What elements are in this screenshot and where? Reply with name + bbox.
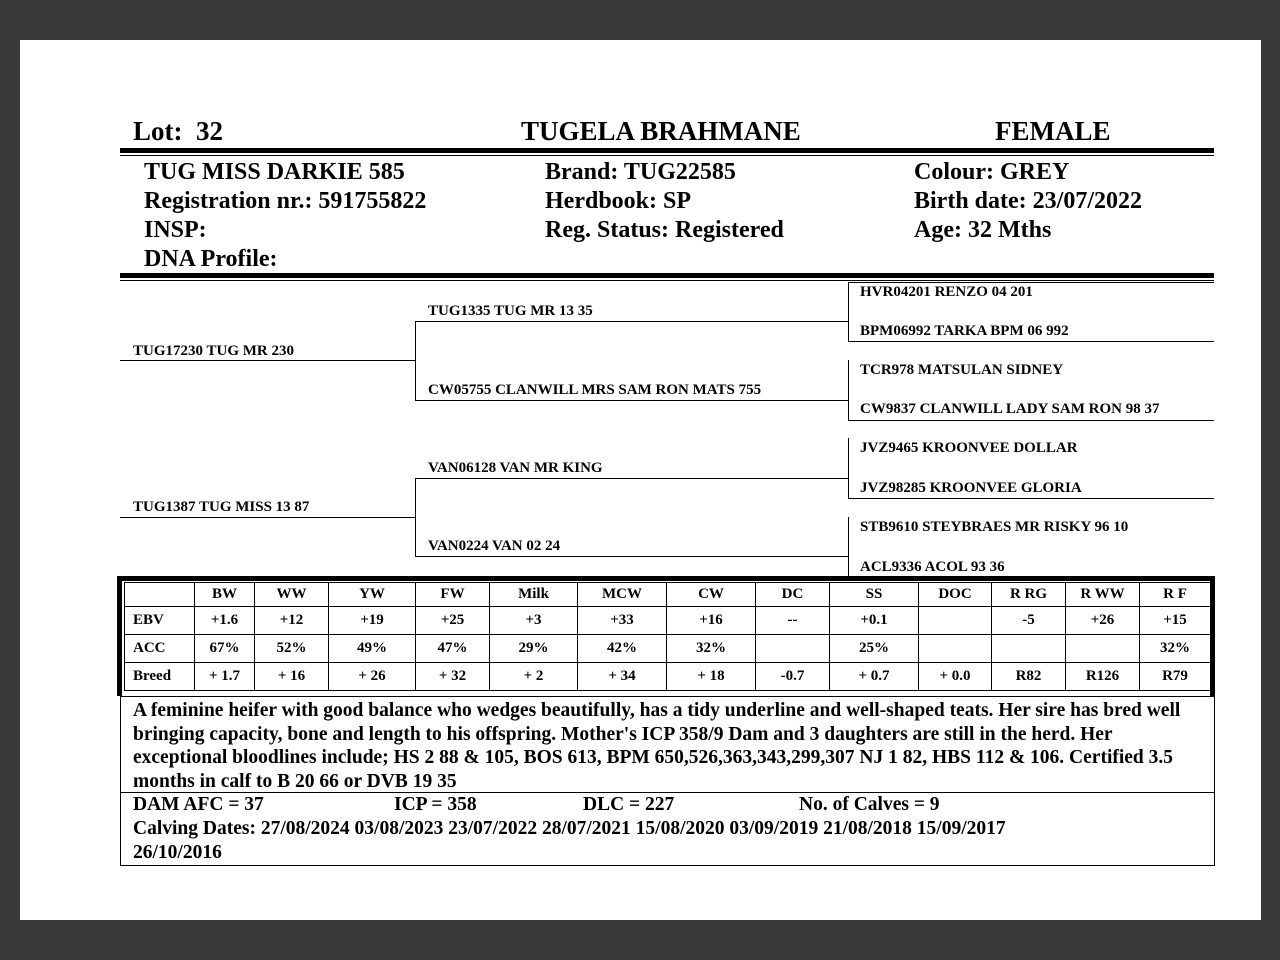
ebv-col-header: R RG xyxy=(992,583,1066,607)
ebv-cell xyxy=(919,607,992,635)
ebv-cell: -0.7 xyxy=(756,663,830,691)
animal-comment: A feminine heifer with good balance who wedges beautifully, has a tidy underline and well-shaped teats. Her sire has bred well bringing capacity, bone and length to his offspring. Mother's ICP 358/9 Dam and 3 daughters are still in the herd. Her exceptional bloodlines include; HS 2 88 & 105, BOS 613, BPM 650,526,363,343,299,307 NJ 1 82, HBS 112 & 106. Certified 3.5 months in calf to B 20 66 or DVB 19 35 xyxy=(133,700,1181,792)
pedigree-ggp: BPM06992 TARKA BPM 06 992 xyxy=(860,323,1069,339)
ebv-header-row xyxy=(125,583,1211,607)
pedigree-ggp: TCR978 MATSULAN SIDNEY xyxy=(860,362,1064,378)
ebv-cell: +15 xyxy=(1140,607,1211,635)
ebv-cell: +19 xyxy=(329,607,416,635)
ebv-cell: 32% xyxy=(1140,635,1211,663)
pedigree-dam: TUG1387 TUG MISS 13 87 xyxy=(133,499,310,515)
lot-number: 32 xyxy=(196,116,223,146)
pedigree-sire-sire: TUG1335 TUG MR 13 35 xyxy=(428,303,593,319)
pedigree-dam-sire: VAN06128 VAN MR KING xyxy=(428,460,603,476)
brand: Brand: TUG22585 xyxy=(545,159,736,185)
ebv-cell: +1.6 xyxy=(195,607,255,635)
header-rule xyxy=(120,148,1214,153)
colour: Colour: GREY xyxy=(914,159,1070,185)
insp-label: INSP: xyxy=(144,217,207,243)
calving-dates-cont: 26/10/2016 xyxy=(133,842,222,863)
ebv-cell: + 26 xyxy=(329,663,416,691)
age: Age: 32 Mths xyxy=(914,217,1052,243)
ebv-cell: +33 xyxy=(578,607,667,635)
pedigree-ggp: STB9610 STEYBRAES MR RISKY 96 10 xyxy=(860,519,1129,535)
comment-box-bottom xyxy=(120,865,1215,866)
ebv-col-header: Milk xyxy=(490,583,578,607)
ebv-col-header: DC xyxy=(756,583,830,607)
ebv-cell: +0.1 xyxy=(830,607,919,635)
info-rule-thin xyxy=(120,280,1214,281)
ebv-col-header: MCW xyxy=(578,583,667,607)
ebv-cell xyxy=(992,635,1066,663)
ebv-row-label: EBV xyxy=(125,607,195,635)
ebv-cell: -5 xyxy=(992,607,1066,635)
herdbook: Herdbook: SP xyxy=(545,188,692,214)
ebv-cell: 67% xyxy=(195,635,255,663)
ebv-cell: 25% xyxy=(830,635,919,663)
pedigree-dam-dam: VAN0224 VAN 02 24 xyxy=(428,538,561,554)
ebv-cell: +3 xyxy=(490,607,578,635)
ebv-cell: R79 xyxy=(1140,663,1211,691)
pedigree-sire: TUG17230 TUG MR 230 xyxy=(133,343,294,359)
ebv-col-header: SS xyxy=(830,583,919,607)
ebv-cell: 42% xyxy=(578,635,667,663)
ebv-row-acc xyxy=(125,635,1211,663)
ebv-cell: + 2 xyxy=(490,663,578,691)
ebv-row-label: Breed xyxy=(125,663,195,691)
pedigree-ggp: CW9837 CLANWILL LADY SAM RON 98 37 xyxy=(860,401,1160,417)
dam-afc: DAM AFC = 37 xyxy=(133,794,264,815)
comment-box-left xyxy=(120,696,121,866)
ebv-col-header: BW xyxy=(195,583,255,607)
ebv-cell: +16 xyxy=(667,607,756,635)
lot-label: Lot: 32 xyxy=(133,116,223,146)
ebv-frame-top xyxy=(117,576,1215,581)
ebv-row-ebv xyxy=(125,607,1211,635)
ebv-cell: 49% xyxy=(329,635,416,663)
pedigree-ggp: JVZ9465 KROONVEE DOLLAR xyxy=(860,440,1078,456)
pedigree-sire-dam: CW05755 CLANWILL MRS SAM RON MATS 755 xyxy=(428,382,762,398)
ebv-cell: 29% xyxy=(490,635,578,663)
reg-status: Reg. Status: Registered xyxy=(545,217,784,243)
sex-label: FEMALE xyxy=(995,116,1111,146)
ebv-table xyxy=(124,582,1211,691)
pedigree-ggp: JVZ98285 KROONVEE GLORIA xyxy=(860,480,1082,496)
lot-page xyxy=(20,40,1261,920)
ebv-col-header: R WW xyxy=(1066,583,1140,607)
ebv-cell: + 32 xyxy=(416,663,490,691)
breeder-name: TUGELA BRAHMANE xyxy=(521,116,801,146)
info-rule xyxy=(120,273,1214,278)
comment-box-top xyxy=(120,696,1215,697)
ebv-cell: + 0.7 xyxy=(830,663,919,691)
ebv-cell: 32% xyxy=(667,635,756,663)
ebv-cell xyxy=(1066,635,1140,663)
ebv-col-header: FW xyxy=(416,583,490,607)
ebv-cell xyxy=(756,635,830,663)
dna-profile-label: DNA Profile: xyxy=(144,246,278,272)
calving-dates: Calving Dates: 27/08/2024 03/08/2023 23/07/2022 28/07/2021 15/08/2020 03/09/2019 21/08/2018 15/09/2017 xyxy=(133,818,1006,839)
ebv-cell: 47% xyxy=(416,635,490,663)
ebv-col-header xyxy=(125,583,195,607)
ebv-cell: + 1.7 xyxy=(195,663,255,691)
animal-info-mid xyxy=(545,158,784,245)
pedigree-ggp: HVR04201 RENZO 04 201 xyxy=(860,284,1033,300)
ebv-cell: +25 xyxy=(416,607,490,635)
ebv-cell: R82 xyxy=(992,663,1066,691)
animal-info-left xyxy=(144,158,426,274)
birth-date: Birth date: 23/07/2022 xyxy=(914,188,1142,214)
ebv-col-header: CW xyxy=(667,583,756,607)
animal-name: TUG MISS DARKIE 585 xyxy=(144,159,405,185)
header-rule-thin xyxy=(120,155,1214,156)
ebv-cell: + 16 xyxy=(255,663,329,691)
ebv-row-breed xyxy=(125,663,1211,691)
ebv-cell: +26 xyxy=(1066,607,1140,635)
registration-number: Registration nr.: 591755822 xyxy=(144,188,427,214)
ebv-frame-left xyxy=(117,576,122,696)
comment-box-right xyxy=(1214,696,1215,866)
ebv-col-header: WW xyxy=(255,583,329,607)
ebv-cell: 52% xyxy=(255,635,329,663)
ebv-cell: +12 xyxy=(255,607,329,635)
dam-icp: ICP = 358 xyxy=(394,794,477,815)
pedigree-ggp: ACL9336 ACOL 93 36 xyxy=(860,559,1005,575)
ebv-cell xyxy=(919,635,992,663)
ebv-cell: + 0.0 xyxy=(919,663,992,691)
animal-info-right xyxy=(914,158,1142,245)
ebv-col-header: YW xyxy=(329,583,416,607)
dam-dlc: DLC = 227 xyxy=(583,794,675,815)
ebv-col-header: R F xyxy=(1140,583,1211,607)
ebv-col-header: DOC xyxy=(919,583,992,607)
dam-calves: No. of Calves = 9 xyxy=(799,794,940,815)
ebv-cell: -- xyxy=(756,607,830,635)
ebv-row-label: ACC xyxy=(125,635,195,663)
ebv-cell: + 18 xyxy=(667,663,756,691)
ebv-cell: R126 xyxy=(1066,663,1140,691)
ebv-cell: + 34 xyxy=(578,663,667,691)
